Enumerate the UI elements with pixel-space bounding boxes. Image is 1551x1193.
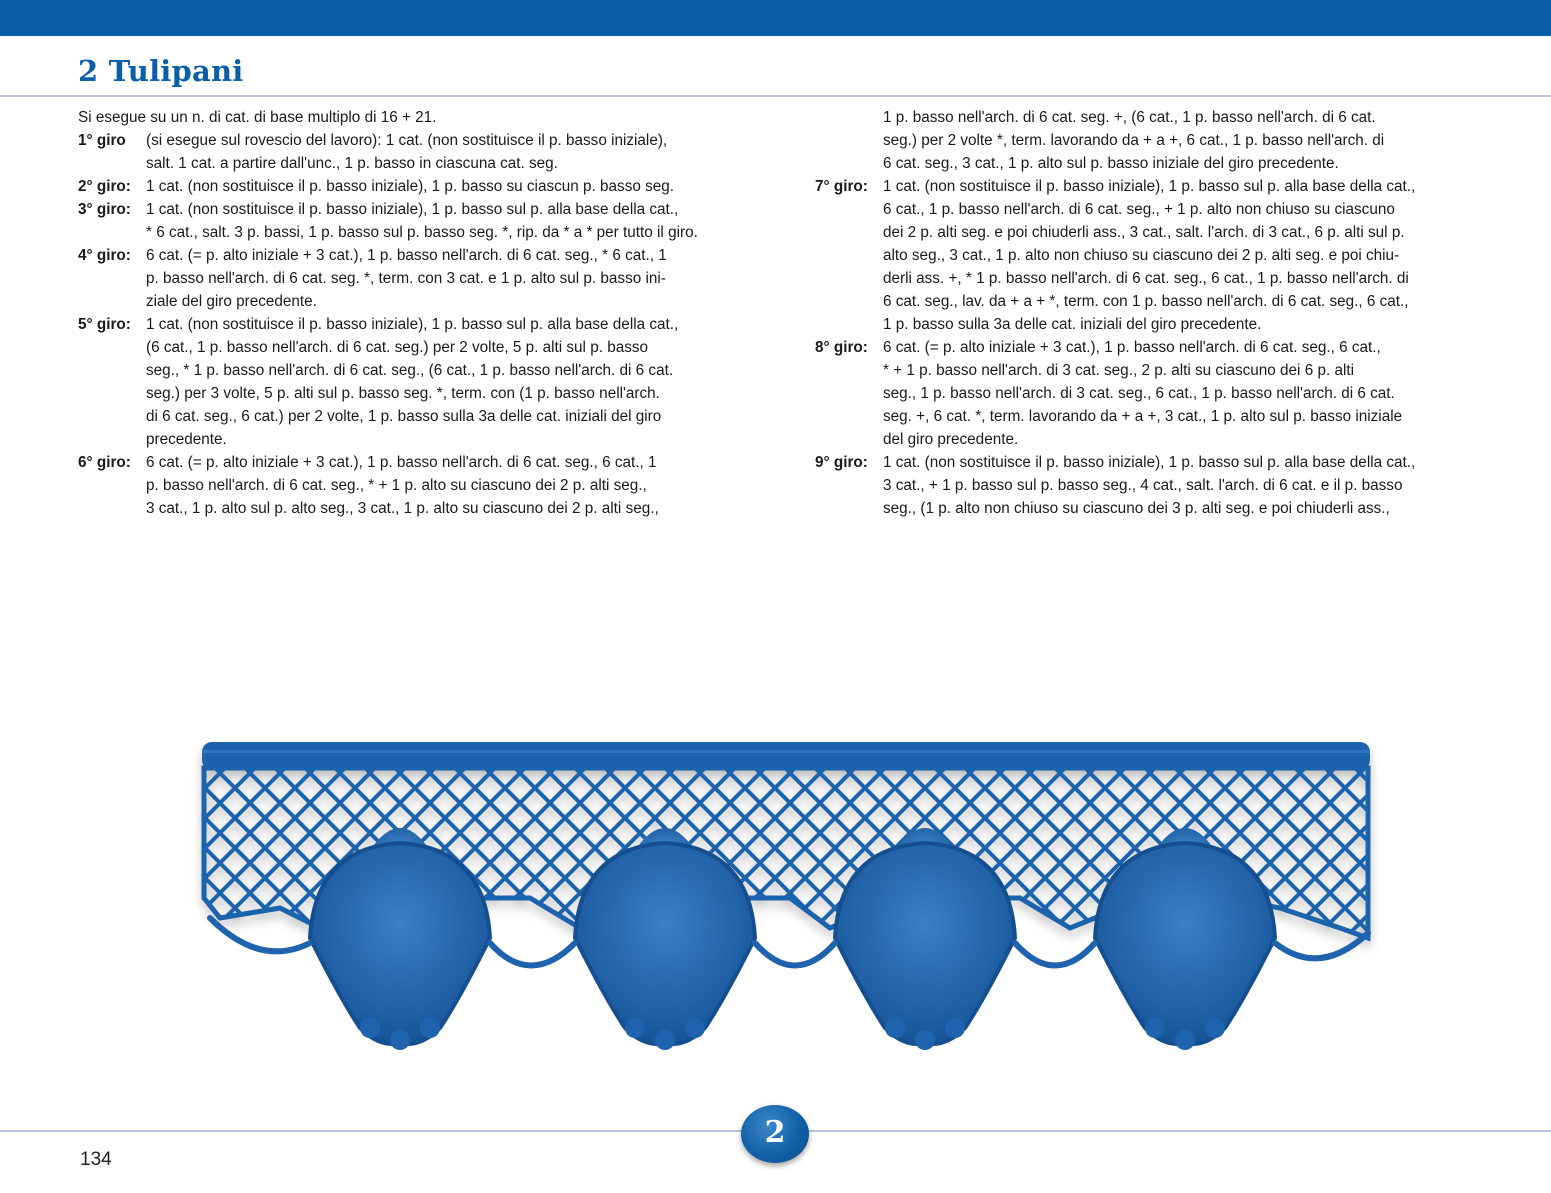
round-line: seg.) per 2 volte *, term. lavorando da + a +, 6 cat., 1 p. basso nell'arch. di (883, 132, 1385, 149)
round-line: salt. 1 cat. a partire dall'unc., 1 p. basso in ciascuna cat. seg. (146, 155, 558, 172)
round-label: 8° giro: (815, 339, 868, 356)
round-label: 5° giro: (78, 316, 131, 333)
round-label: 1° giro (78, 132, 126, 149)
round-line: 1 p. basso sulla 3a delle cat. iniziali del giro precedente. (883, 316, 1262, 333)
round-line: 6 cat. seg., lav. da + a + *, term. con 1 p. basso nell'arch. di 6 cat. seg., 6 cat., (883, 293, 1409, 310)
page-number: 134 (80, 1149, 112, 1170)
round-5 (78, 313, 738, 451)
round-label: 4° giro: (78, 247, 131, 264)
round-line: * + 1 p. basso nell'arch. di 3 cat. seg., 2 p. alti su ciascuno dei 6 p. alti (883, 362, 1355, 379)
title-divider (0, 95, 1551, 97)
round-line: 3 cat., 1 p. alto sul p. alto seg., 3 cat., 1 p. alto su ciascuno dei 2 p. alti seg., (146, 500, 659, 517)
round-line: (6 cat., 1 p. basso nell'arch. di 6 cat. seg.) per 2 volte, 5 p. alti sul p. basso (146, 339, 649, 356)
round-label: 2° giro: (78, 178, 131, 195)
round-line: 6 cat. seg., 3 cat., 1 p. alto sul p. basso iniziale del giro precedente. (883, 155, 1339, 172)
round-line: seg. +, 6 cat. *, term. lavorando da + a +, 3 cat., 1 p. alto sul p. basso iniziale (883, 408, 1403, 425)
round-line: seg., 1 p. basso nell'arch. di 3 cat. seg., 6 cat., 1 p. basso nell'arch. di 6 cat. (883, 385, 1395, 402)
yarn-ball-badge-icon (741, 1105, 809, 1163)
round-line: 6 cat. (= p. alto iniziale + 3 cat.), 1 p. basso nell'arch. di 6 cat. seg., 6 cat., 1 (146, 454, 657, 471)
round-line: del giro precedente. (883, 431, 1019, 448)
round-line: 1 cat. (non sostituisce il p. basso iniziale), 1 p. basso sul p. alla base della cat., (146, 316, 679, 333)
round-line: 6 cat. (= p. alto iniziale + 3 cat.), 1 p. basso nell'arch. di 6 cat. seg., 6 cat., (883, 339, 1381, 356)
round-line: 1 cat. (non sostituisce il p. basso iniziale), 1 p. basso sul p. alla base della cat., (883, 454, 1416, 471)
round-line: seg.) per 3 volte, 5 p. alti sul p. basso seg. *, term. con (1 p. basso nell'arch. (146, 385, 660, 402)
intro-text: Si esegue su un n. di cat. di base multiplo di 16 + 21. (78, 109, 437, 126)
round-9 (815, 451, 1475, 520)
round-3 (78, 198, 738, 244)
round-line: dei 2 p. alti seg. e poi chiuderli ass., 3 cat., salt. l'arch. di 3 cat., 6 p. alti sul p. (883, 224, 1405, 241)
round-line: 1 p. basso nell'arch. di 6 cat. seg. +, (6 cat., 1 p. basso nell'arch. di 6 cat. (883, 109, 1376, 126)
round-line: 1 cat. (non sostituisce il p. basso iniziale), 1 p. basso sul p. alla base della cat., (146, 201, 679, 218)
round-line: * 6 cat., salt. 3 p. bassi, 1 p. basso sul p. basso seg. *, rip. da * a * per tutto il giro. (146, 224, 698, 241)
round-line: (si esegue sul rovescio del lavoro): 1 cat. (non sostituisce il p. basso iniziale), (146, 132, 668, 149)
round-6-continuation (815, 106, 1475, 175)
round-8 (815, 336, 1475, 451)
round-1 (78, 129, 738, 175)
round-line: seg., * 1 p. basso nell'arch. di 6 cat. seg., (6 cat., 1 p. basso nell'arch. di 6 cat. (146, 362, 674, 379)
round-label: 6° giro: (78, 454, 131, 471)
round-line: 6 cat., 1 p. basso nell'arch. di 6 cat. seg., + 1 p. alto non chiuso su ciascuno (883, 201, 1395, 218)
top-color-band (0, 0, 1551, 36)
round-2 (78, 175, 738, 198)
round-line: p. basso nell'arch. di 6 cat. seg., * + 1 p. alto su ciascuno dei 2 p. alti seg., (146, 477, 647, 494)
pattern-number: 2 (764, 1115, 786, 1150)
round-6 (78, 451, 738, 520)
instructions-right-column (815, 106, 1475, 520)
round-label: 3° giro: (78, 201, 131, 218)
round-line: di 6 cat. seg., 6 cat.) per 2 volte, 1 p. basso sulla 3a delle cat. iniziali del giro (146, 408, 662, 425)
crochet-lace-photo (190, 728, 1380, 1068)
round-label: 9° giro: (815, 454, 868, 471)
round-line: 6 cat. (= p. alto iniziale + 3 cat.), 1 p. basso nell'arch. di 6 cat. seg., * 6 cat., 1 (146, 247, 667, 264)
round-line: derli ass. +, * 1 p. basso nell'arch. di 6 cat. seg., 6 cat., 1 p. basso nell'arch. di (883, 270, 1409, 287)
round-line: seg., (1 p. alto non chiuso su ciascuno dei 3 p. alti seg. e poi chiuderli ass., (883, 500, 1390, 517)
round-line: 1 cat. (non sostituisce il p. basso iniziale), 1 p. basso sul p. alla base della cat., (883, 178, 1416, 195)
round-4 (78, 244, 738, 313)
round-line: 3 cat., + 1 p. basso sul p. basso seg., 4 cat., salt. l'arch. di 6 cat. e il p. basso (883, 477, 1403, 494)
round-line: alto seg., 3 cat., 1 p. alto non chiuso su ciascuno dei 2 p. alti seg. e poi chiu- (883, 247, 1400, 264)
round-7 (815, 175, 1475, 336)
round-line: precedente. (146, 431, 227, 448)
page-title: 2 Tulipani (78, 54, 244, 88)
round-line: ziale del giro precedente. (146, 293, 317, 310)
round-line: p. basso nell'arch. di 6 cat. seg. *, term. con 3 cat. e 1 p. alto sul p. basso ini- (146, 270, 666, 287)
round-line: 1 cat. (non sostituisce il p. basso iniziale), 1 p. basso su ciascun p. basso seg. (146, 178, 675, 195)
instructions-left-column (78, 106, 738, 520)
round-label: 7° giro: (815, 178, 868, 195)
lace-illustration (190, 728, 1380, 1068)
